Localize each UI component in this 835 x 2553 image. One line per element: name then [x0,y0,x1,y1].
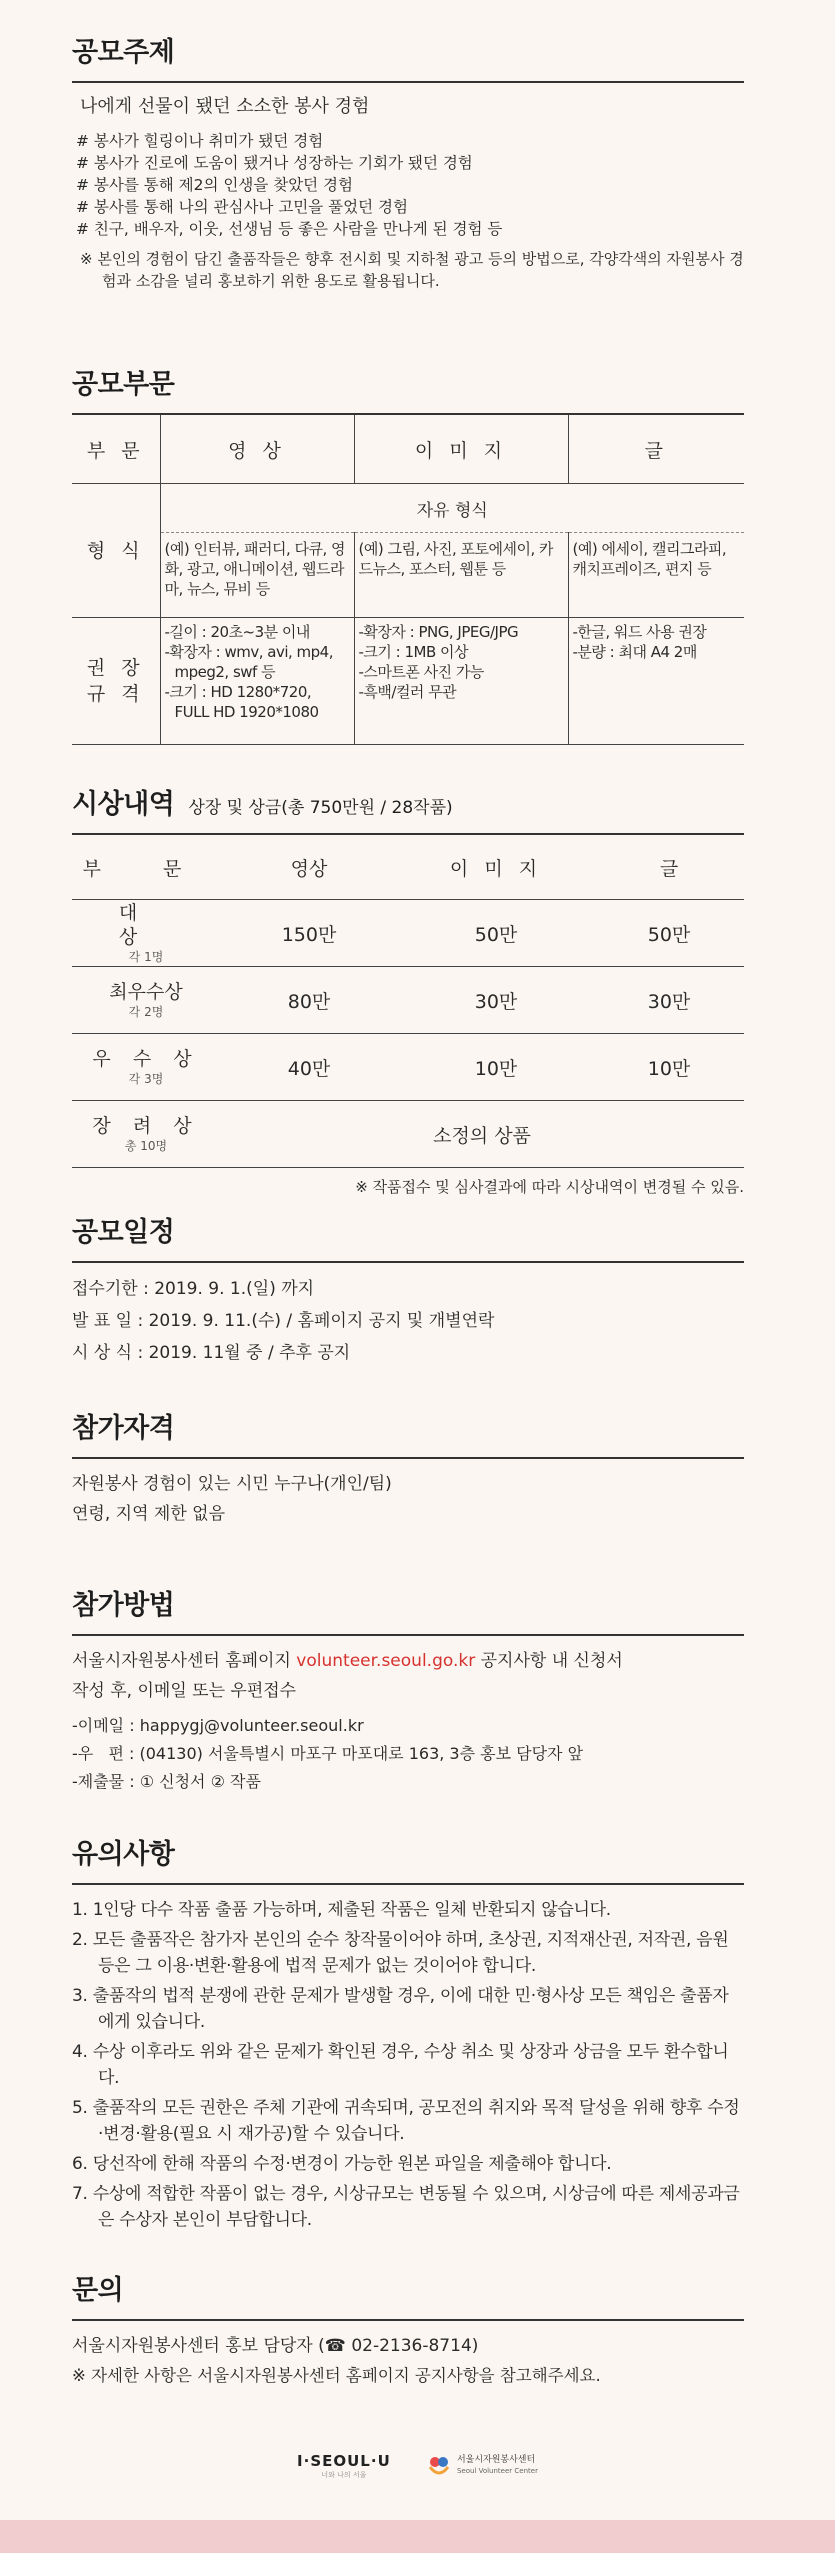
schedule-title: 공모일정 [72,1210,744,1263]
award-name: 우 수 상 [92,1048,200,1070]
header-cell: 영상 [220,835,398,900]
contact-title: 문의 [72,2268,744,2321]
list-item: 7. 수상에 적합한 작품이 없는 경우, 시상규모는 변동될 수 있으며, 시상금에 따른 제세공과금은 수상자 본인이 부담합니다. [72,2184,740,2230]
header-cell: 부 문 [72,415,160,484]
iseoulu-logo [297,2452,391,2480]
spec-video [160,618,354,745]
awards-title-text: 시상내역 [72,789,175,820]
cautions-title: 유의사항 [72,1832,744,1885]
award-count: 각 2명 [128,1005,164,1019]
schedule-line: 발 표 일 : 2019. 9. 11.(수) / 홈페이지 공지 및 개별연락 [72,1311,495,1331]
method-line: 작성 후, 이메일 또는 우편접수 [72,1681,297,1701]
contact-line: ※ 자세한 사항은 서울시자원봉사센터 홈페이지 공지사항을 참고해주세요. [72,2366,601,2385]
header-cell: 이 미 지 [354,415,568,484]
award-value: 10만 [594,1034,744,1101]
eligibility-section [72,1406,744,1529]
eligibility-title: 참가자격 [72,1406,744,1459]
spec-text [568,618,744,745]
table-row [72,1034,744,1101]
award-count: 각 3명 [128,1072,164,1086]
cautions-section [72,1832,744,2237]
spec-line: -길이 : 20초~3분 이내 [164,623,310,641]
category-title: 공모부문 [72,362,744,415]
method-detail: -우 편 : (04130) 서울특별시 마포구 마포대로 163, 3층 홍보 담당자 앞 [72,1744,584,1763]
list-item: 3. 출품작의 법적 분쟁에 관한 문제가 발생할 경우, 이에 대한 민·형사상 모든 책임은 출품자에게 있습니다. [72,1986,729,2032]
spec-line: -한글, 워드 사용 권장 [572,623,707,641]
table-row [72,900,744,967]
format-cell: (예) 에세이, 캘리그라피, 캐치프레이즈, 편지 등 [568,533,744,618]
awards-subtitle: 상장 및 상금(총 750만원 / 28작품) [188,798,453,818]
award-value: 40만 [220,1034,398,1101]
iseoulu-logo-text: I·SEOUL·U [297,2452,391,2470]
method-detail: -이메일 : happygj@volunteer.seoul.kr [72,1716,364,1735]
award-name: 장 려 상 [92,1115,200,1137]
award-value: 50만 [398,900,594,967]
method-title: 참가방법 [72,1583,744,1636]
list-item: 2. 모든 출품작은 참가자 본인의 순수 창작물이어야 하며, 초상권, 지적재산권, 저작권, 음원 등은 그 이용·변환·활용에 법적 문제가 없는 것이어야 합니다. [72,1930,729,1976]
spec-line: -확장자 : PNG, JPEG/JPG [358,623,519,641]
table-header-row [72,415,744,484]
contact-section [72,2268,744,2391]
list-item: 4. 수상 이후라도 위와 같은 문제가 확인된 경우, 수상 취소 및 상장과 상금을 모두 환수합니다. [72,2042,729,2088]
awards-table [72,835,744,1168]
theme-item: # 봉사가 진로에 도움이 됐거나 성장하는 기회가 됐던 경험 [76,154,473,172]
awards-section [72,782,744,1197]
award-name: 대 상 [118,902,174,948]
volunteer-center-logo [426,2453,538,2479]
award-count: 각 1명 [128,950,164,964]
theme-note: ※ 본인의 경험이 담긴 출품작들은 향후 전시회 및 지하철 광고 등의 방법으로, 각양각색의 자원봉사 경험과 소감을 널리 홍보하기 위한 용도로 활용됩니다. [80,250,744,290]
spec-line: FULL HD 1920*1080 [174,703,319,721]
schedule-line: 시 상 식 : 2019. 11월 중 / 추후 공지 [72,1343,351,1363]
homepage-link[interactable]: volunteer.seoul.go.kr [296,1651,476,1671]
spec-line: -흑백/컬러 무관 [358,683,457,701]
award-name-cell [72,1101,220,1168]
method-text: 서울시자원봉사센터 홈페이지 [72,1651,297,1671]
volunteer-center-icon [426,2453,452,2479]
spec-line: -크기 : 1MB 이상 [358,643,469,661]
list-item: 6. 당선작에 한해 작품의 수정·변경이 가능한 원본 파일을 제출해야 합니다. [72,2154,612,2174]
theme-item: # 친구, 배우자, 이웃, 선생님 등 좋은 사람을 만나게 된 경험 등 [76,220,503,238]
spec-line: mpeg2, swf 등 [174,663,276,681]
table-row [72,1101,744,1168]
awards-title [72,782,744,835]
award-value: 30만 [594,967,744,1034]
table-row [72,533,744,618]
category-section [72,362,744,745]
spec-line: -스마트폰 사진 가능 [358,663,484,681]
header-cell: 이 미 지 [398,835,594,900]
award-name-cell [72,900,220,967]
table-row [72,484,744,533]
award-name-cell [72,1034,220,1101]
header-cell: 부 문 [72,835,220,900]
format-cell: (예) 그림, 사진, 포토에세이, 카드뉴스, 포스터, 웹툰 등 [354,533,568,618]
theme-title: 공모주제 [72,30,744,83]
spec-label-line: 권 장 [86,657,145,679]
contact-line: 서울시자원봉사센터 홍보 담당자 (☎ 02-2136-8714) [72,2336,479,2356]
footer-bar [0,2520,835,2553]
format-cell: (예) 인터뷰, 패러디, 다큐, 영화, 광고, 애니메이션, 웹드라마, 뉴스, 뮤비 등 [160,533,354,618]
format-label: 형 식 [72,484,160,618]
award-value: 50만 [594,900,744,967]
table-row [72,618,744,745]
method-detail: -제출물 : ① 신청서 ② 작품 [72,1772,261,1791]
table-row [72,967,744,1034]
footer [0,2452,835,2480]
method-text: 공지사항 내 신청서 [475,1651,623,1671]
award-value: 10만 [398,1034,594,1101]
schedule-line: 접수기한 : 2019. 9. 1.(일) 까지 [72,1279,315,1299]
award-merged-value: 소정의 상품 [220,1101,744,1168]
center-name-ko: 서울시자원봉사센터 [456,2455,536,2465]
header-cell: 영 상 [160,415,354,484]
theme-item: # 봉사를 통해 제2의 인생을 찾았던 경험 [76,176,354,194]
spec-label [72,618,160,745]
category-table [72,415,744,745]
spec-line: -크기 : HD 1280*720, [164,683,312,701]
award-name: 최우수상 [109,981,183,1003]
awards-note: ※ 작품접수 및 심사결과에 따라 시상내역이 변경될 수 있음. [355,1178,744,1196]
cautions-list [72,1897,744,2233]
theme-section [72,30,744,292]
award-value: 150만 [220,900,398,967]
free-format: 자유 형식 [160,484,744,533]
table-header-row [72,835,744,900]
spec-label-line: 규 격 [86,683,145,705]
method-line [72,1646,744,1676]
center-name-en: Seoul Volunteer Center [456,2467,538,2475]
method-section [72,1583,744,1796]
theme-main: 나에게 선물이 됐던 소소한 봉사 경험 [80,96,370,117]
award-count: 총 10명 [124,1139,168,1153]
list-item: 1. 1인당 다수 작품 출품 가능하며, 제출된 작품은 일체 반환되지 않습니다. [72,1900,611,1920]
header-cell: 글 [594,835,744,900]
theme-item: # 봉사가 힐링이나 취미가 됐던 경험 [76,132,324,150]
award-value: 80만 [220,967,398,1034]
eligibility-line: 자원봉사 경험이 있는 시민 누구나(개인/팀) [72,1474,392,1494]
header-cell: 글 [568,415,744,484]
award-name-cell [72,967,220,1034]
eligibility-line: 연령, 지역 제한 없음 [72,1504,225,1524]
spec-line: -확장자 : wmv, avi, mp4, [164,643,333,661]
spec-line: -분량 : 최대 A4 2매 [572,643,697,661]
schedule-section [72,1210,744,1369]
iseoulu-tagline: 너와 나의 서울 [321,2471,367,2479]
award-value: 30만 [398,967,594,1034]
list-item: 5. 출품작의 모든 권한은 주체 기관에 귀속되며, 공모전의 취지와 목적 달성을 위해 향후 수정·변경·활용(필요 시 재가공)할 수 있습니다. [72,2098,740,2144]
theme-item: # 봉사를 통해 나의 관심사나 고민을 풀었던 경험 [76,198,408,216]
spec-image [354,618,568,745]
